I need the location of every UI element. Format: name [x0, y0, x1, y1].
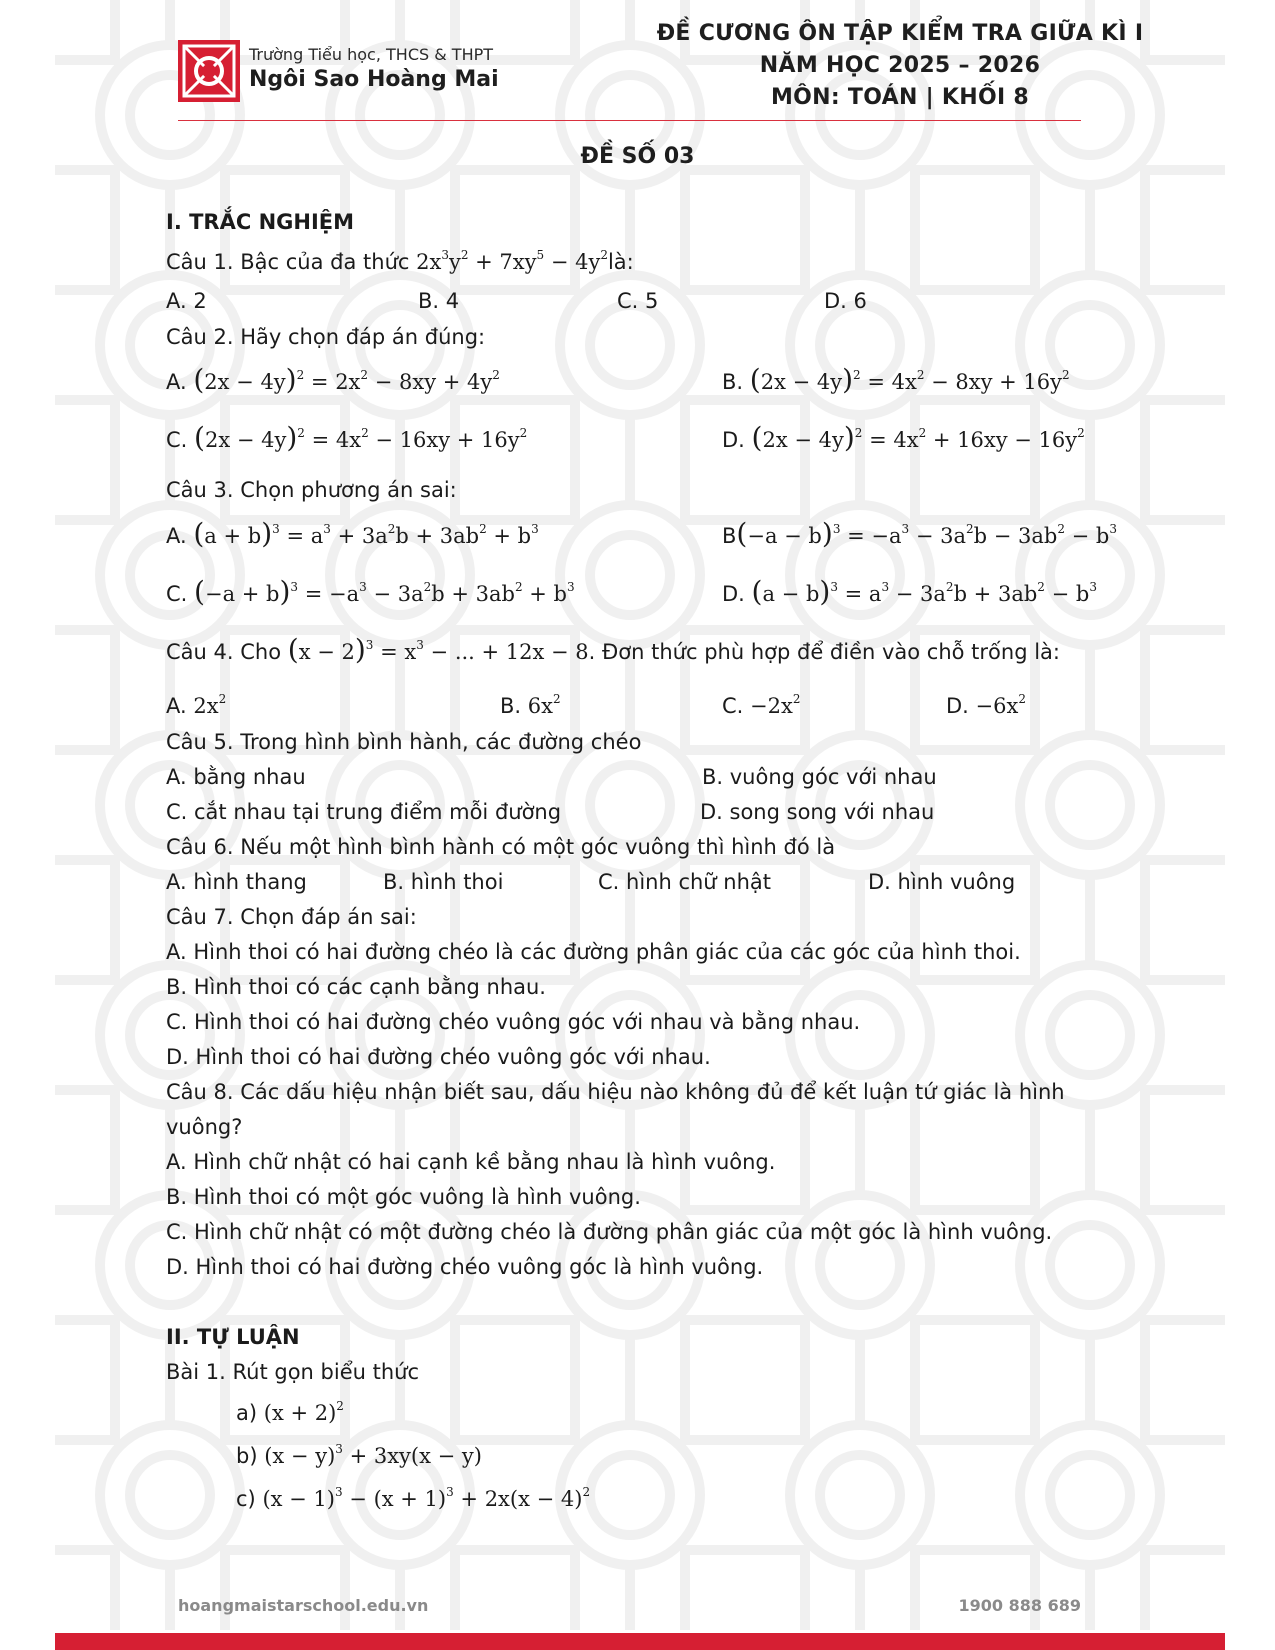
q5-label: Câu 5. — [166, 730, 234, 754]
q4-text-pre: Cho — [240, 640, 282, 664]
q2-option-b-expression: $(2x - 4y)^2 = 4x^2 - 8xy + 16y^2$ — [749, 363, 1070, 396]
q3-option-d-prefix: D. — [722, 582, 745, 606]
q4-expression: $(x - 2)^3 = x^3$ − ... + 12x − 8 — [287, 633, 589, 666]
q7-option-b[interactable]: B. Hình thoi có các cạnh bằng nhau. — [166, 975, 546, 999]
q3-option-d-expression: $(a - b)^3 = a^3 - 3a^2b + 3ab^2 - b^3$ — [751, 575, 1097, 608]
b1-item-b-label: b) — [236, 1444, 258, 1468]
q1-text-post: là: — [607, 250, 634, 274]
q3-option-c-prefix: C. — [166, 582, 188, 606]
q4-option-a-prefix: A. — [166, 694, 187, 718]
question-1 — [166, 248, 634, 276]
b1-item-a-expression: $(x + 2)^2$ — [263, 1399, 344, 1425]
q3-label: Câu 3. — [166, 478, 234, 502]
part2-title: II. TỰ LUẬN — [166, 1325, 300, 1349]
question-5 — [166, 728, 641, 756]
q3-option-c-expression: $(-a + b)^3 = -a^3 - 3a^2b + 3ab^2 + b^3$ — [194, 575, 575, 608]
part1-title: I. TRẮC NGHIỆM — [166, 210, 355, 234]
q4-option-b-expression: $6x^2$ — [527, 692, 561, 718]
q4-label: Câu 4. — [166, 640, 234, 664]
question-2 — [166, 323, 485, 351]
school-name-line2: Ngôi Sao Hoàng Mai — [249, 67, 499, 92]
b1-item-a-label: a) — [236, 1401, 258, 1425]
q3-option-a-prefix: A. — [166, 524, 187, 548]
q3-option-a-expression: $(a + b)^3 = a^3 + 3a^2b + 3ab^2 + b^3$ — [193, 517, 539, 550]
question-3 — [166, 476, 457, 504]
q6-text: Nếu một hình bình hành có một góc vuông thì hình đó là — [240, 835, 836, 859]
q6-option-d[interactable]: D. hình vuông — [868, 870, 1016, 894]
q2-option-a-expression: $(2x - 4y)^2 = 2x^2 - 8xy + 4y^2$ — [193, 363, 500, 396]
exam-header — [620, 18, 1180, 114]
q4-option-b[interactable] — [500, 692, 561, 720]
q8-label: Câu 8. — [166, 1080, 234, 1104]
q2-label: Câu 2. — [166, 325, 234, 349]
q2-option-c-prefix: C. — [166, 428, 188, 452]
exam-title-line3: MÔN: TOÁN | KHỐI 8 — [770, 85, 1030, 110]
question-7 — [166, 903, 417, 931]
q1-label: Câu 1. — [166, 250, 234, 274]
q5-option-b[interactable]: B. vuông góc với nhau — [702, 765, 937, 789]
b1-item-c — [236, 1485, 590, 1513]
q2-text: Hãy chọn đáp án đúng: — [240, 325, 486, 349]
q1-option-a[interactable]: A. 2 — [166, 289, 207, 313]
q2-option-a-prefix: A. — [166, 370, 187, 394]
q4-option-a-expression: $2x^2$ — [193, 692, 227, 718]
footer-website[interactable]: hoangmaistarschool.edu.vn — [178, 1596, 429, 1615]
q7-option-c[interactable]: C. Hình thoi có hai đường chéo vuông góc với nhau và bằng nhau. — [166, 1010, 861, 1034]
exercise-1 — [166, 1358, 419, 1386]
b1-item-b-expression: $(x - y)^3 + 3xy(x - y)$ — [264, 1442, 482, 1468]
q4-option-a[interactable] — [166, 692, 226, 720]
b1-text: Rút gọn biểu thức — [232, 1360, 420, 1384]
q3-text: Chọn phương án sai: — [240, 478, 457, 502]
q8-option-d[interactable]: D. Hình thoi có hai đường chéo vuông góc là hình vuông. — [166, 1255, 764, 1279]
q4-option-b-prefix: B. — [500, 694, 522, 718]
q8-text-line2: vuông? — [166, 1115, 243, 1139]
q2-option-b[interactable] — [722, 363, 1070, 396]
q8-option-c[interactable]: C. Hình chữ nhật có một đường chéo là đường phân giác của một góc là hình vuông. — [166, 1220, 1053, 1244]
q2-option-d-prefix: D. — [722, 428, 745, 452]
exam-title-line2: NĂM HỌC 2025 – 2026 — [759, 53, 1041, 78]
q6-option-c[interactable]: C. hình chữ nhật — [598, 870, 772, 894]
q1-text: Bậc của đa thức — [240, 250, 410, 274]
q3-option-a[interactable] — [166, 517, 539, 550]
q6-option-a[interactable]: A. hình thang — [166, 870, 307, 894]
q4-option-d[interactable] — [946, 692, 1026, 720]
footer-phone: 1900 888 689 — [958, 1596, 1081, 1615]
q2-option-d[interactable] — [722, 421, 1085, 454]
q7-option-d[interactable]: D. Hình thoi có hai đường chéo vuông góc với nhau. — [166, 1045, 711, 1069]
exam-code: ĐỀ SỐ 03 — [580, 144, 695, 169]
q2-option-b-prefix: B. — [722, 370, 744, 394]
exam-title-line1: ĐỀ CƯƠNG ÔN TẬP KIỂM TRA GIỮA KÌ I — [656, 21, 1144, 46]
q1-option-c[interactable]: C. 5 — [617, 289, 659, 313]
question-4 — [166, 633, 1060, 666]
school-name-line1: Trường Tiểu học, THCS & THPT — [249, 45, 494, 64]
q4-option-d-expression: $-6x^2$ — [975, 692, 1026, 718]
question-8 — [166, 1078, 1065, 1106]
q6-label: Câu 6. — [166, 835, 234, 859]
q8-option-a[interactable]: A. Hình chữ nhật có hai cạnh kề bằng nhau là hình vuông. — [166, 1150, 776, 1174]
q4-option-d-prefix: D. — [946, 694, 969, 718]
q8-option-b[interactable]: B. Hình thoi có một góc vuông là hình vuông. — [166, 1185, 641, 1209]
q2-option-d-expression: $(2x - 4y)^2 = 4x^2 + 16xy - 16y^2$ — [751, 421, 1085, 454]
q1-expression: $2x^3y^2 + 7xy^5 - 4y^2$ — [416, 248, 608, 274]
q1-option-d[interactable]: D. 6 — [824, 289, 867, 313]
q7-label: Câu 7. — [166, 905, 234, 929]
b1-item-c-label: c) — [236, 1487, 256, 1511]
b1-item-a — [236, 1399, 344, 1427]
q5-option-d[interactable]: D. song song với nhau — [700, 800, 935, 824]
q2-option-a[interactable] — [166, 363, 500, 396]
q2-option-c[interactable] — [166, 421, 528, 454]
q4-option-c[interactable] — [722, 692, 800, 720]
q3-option-c[interactable] — [166, 575, 575, 608]
school-logo-icon — [178, 40, 240, 102]
q4-option-c-expression: $-2x^2$ — [750, 692, 801, 718]
q6-option-b[interactable]: B. hình thoi — [383, 870, 504, 894]
b1-label: Bài 1. — [166, 1360, 226, 1384]
q1-option-b[interactable]: B. 4 — [418, 289, 460, 313]
q3-option-b-expression: $(-a - b)^3 = -a^3 - 3a^2b - 3ab^2 - b^3$ — [736, 517, 1118, 550]
q3-option-d[interactable] — [722, 575, 1097, 608]
header-divider — [178, 120, 1081, 121]
q4-text-post: . Đơn thức phù hợp để điền vào chỗ trống là: — [588, 640, 1060, 664]
b1-item-c-expression: $(x - 1)^3 - (x + 1)^3 + 2x(x - 4)^2$ — [262, 1485, 591, 1511]
b1-item-b — [236, 1442, 482, 1470]
q4-option-c-prefix: C. — [722, 694, 744, 718]
q5-option-a[interactable]: A. bằng nhau — [166, 765, 306, 789]
q3-option-b[interactable] — [722, 517, 1118, 550]
footer-bar — [55, 1633, 1225, 1650]
q5-option-c[interactable]: C. cắt nhau tại trung điểm mỗi đường — [166, 800, 562, 824]
q7-text: Chọn đáp án sai: — [240, 905, 417, 929]
q7-option-a[interactable]: A. Hình thoi có hai đường chéo là các đường phân giác của các góc của hình thoi. — [166, 940, 1021, 964]
q5-text: Trong hình bình hành, các đường chéo — [240, 730, 642, 754]
question-6 — [166, 833, 835, 861]
q2-option-c-expression: $(2x - 4y)^2 = 4x^2 - 16xy + 16y^2$ — [194, 421, 528, 454]
q8-text-line1: Các dấu hiệu nhận biết sau, dấu hiệu nào không đủ để kết luận tứ giác là hình — [240, 1080, 1065, 1104]
q3-option-b-prefix: B — [722, 524, 737, 548]
